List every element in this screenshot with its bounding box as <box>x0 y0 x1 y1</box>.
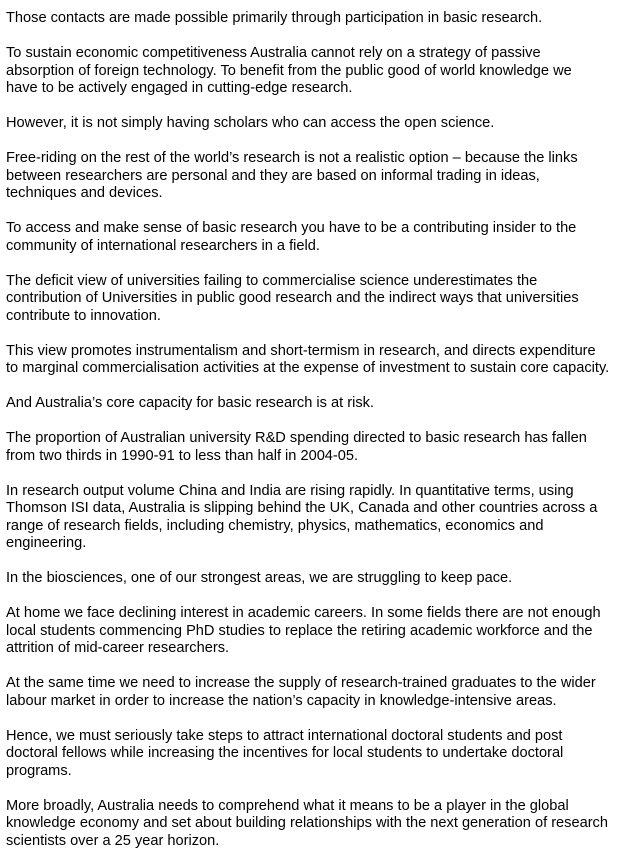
text-line: The deficit view of universities failing to commercialise science underestimates the <box>6 272 538 289</box>
text-line: engineering. <box>6 535 87 551</box>
text-line: between researchers are personal and they are based on informal trading in ideas, <box>6 167 540 184</box>
text-line: absorption of foreign technology. To benefit from the public good of world knowledge we <box>6 62 572 79</box>
text-line: community of international researchers in a field. <box>6 237 320 254</box>
text-line: techniques and devices. <box>6 185 163 201</box>
text-line: And Australia’s core capacity for basic research is at risk. <box>6 395 374 411</box>
paragraph <box>6 115 632 133</box>
document-body <box>6 10 632 868</box>
paragraph <box>6 430 632 465</box>
text-line: At home we face declining interest in academic careers. In some fields there are not enough <box>6 605 601 621</box>
text-line: scientists over a 25 year horizon. <box>6 832 220 849</box>
paragraph <box>6 10 632 28</box>
text-line: contribute to innovation. <box>6 307 161 324</box>
paragraph <box>6 220 632 255</box>
paragraph <box>6 343 632 378</box>
text-line: attrition of mid-career researchers. <box>6 640 230 656</box>
paragraph <box>6 483 632 553</box>
paragraph <box>6 605 632 658</box>
text-line: To access and make sense of basic research you have to be a contributing insider to the <box>6 220 577 236</box>
text-line: to marginal commercialisation activities at the expense of investment to sustain core capacity. <box>6 360 610 376</box>
paragraph <box>6 570 632 588</box>
text-line: knowledge economy and set about building relationships with the next generation of research <box>6 815 608 831</box>
text-line: However, it is not simply having scholars who can access the open science. <box>6 115 495 131</box>
paragraph <box>6 675 632 710</box>
text-line: from two thirds in 1990-91 to less than half in 2004-05. <box>6 447 359 464</box>
text-line: To sustain economic competitiveness Australia cannot rely on a strategy of passive <box>6 45 541 61</box>
text-line: Free-riding on the rest of the world’s research is not a realistic option – because the links <box>6 150 578 166</box>
text-line: programs. <box>6 762 72 779</box>
text-line: The proportion of Australian university R&D spending directed to basic research has fallen <box>6 430 587 446</box>
text-line: Thomson ISI data, Australia is slipping behind the UK, Canada and other countries across a <box>6 500 598 516</box>
paragraph <box>6 728 632 781</box>
text-line: range of research fields, including chemistry, physics, mathematics, economics and <box>6 517 544 534</box>
text-line: local students commencing PhD studies to replace the retiring academic workforce and the <box>6 622 593 639</box>
text-line: At the same time we need to increase the supply of research-trained graduates to the wider <box>6 675 596 691</box>
text-line: have to be actively engaged in cutting-edge research. <box>6 80 353 96</box>
text-line: In the biosciences, one of our strongest areas, we are struggling to keep pace. <box>6 570 513 586</box>
paragraph <box>6 45 632 98</box>
paragraph <box>6 150 632 203</box>
text-line: contribution of Universities in public good research and the indirect ways that universities <box>6 290 579 306</box>
text-line: In research output volume China and India are rising rapidly. In quantitative terms, using <box>6 482 574 499</box>
text-line: Those contacts are made possible primarily through participation in basic research. <box>6 10 543 26</box>
text-line: Hence, we must seriously take steps to attract international doctoral students and post <box>6 727 563 744</box>
text-line: doctoral fellows while increasing the incentives for local students to undertake doctoral <box>6 745 564 761</box>
text-line: More broadly, Australia needs to comprehend what it means to be a player in the global <box>6 797 569 814</box>
paragraph <box>6 798 632 851</box>
paragraph <box>6 395 632 413</box>
text-line: This view promotes instrumentalism and short-termism in research, and directs expenditure <box>6 342 596 359</box>
paragraph <box>6 273 632 326</box>
text-line: labour market in order to increase the nation’s capacity in knowledge-intensive areas. <box>6 692 557 709</box>
